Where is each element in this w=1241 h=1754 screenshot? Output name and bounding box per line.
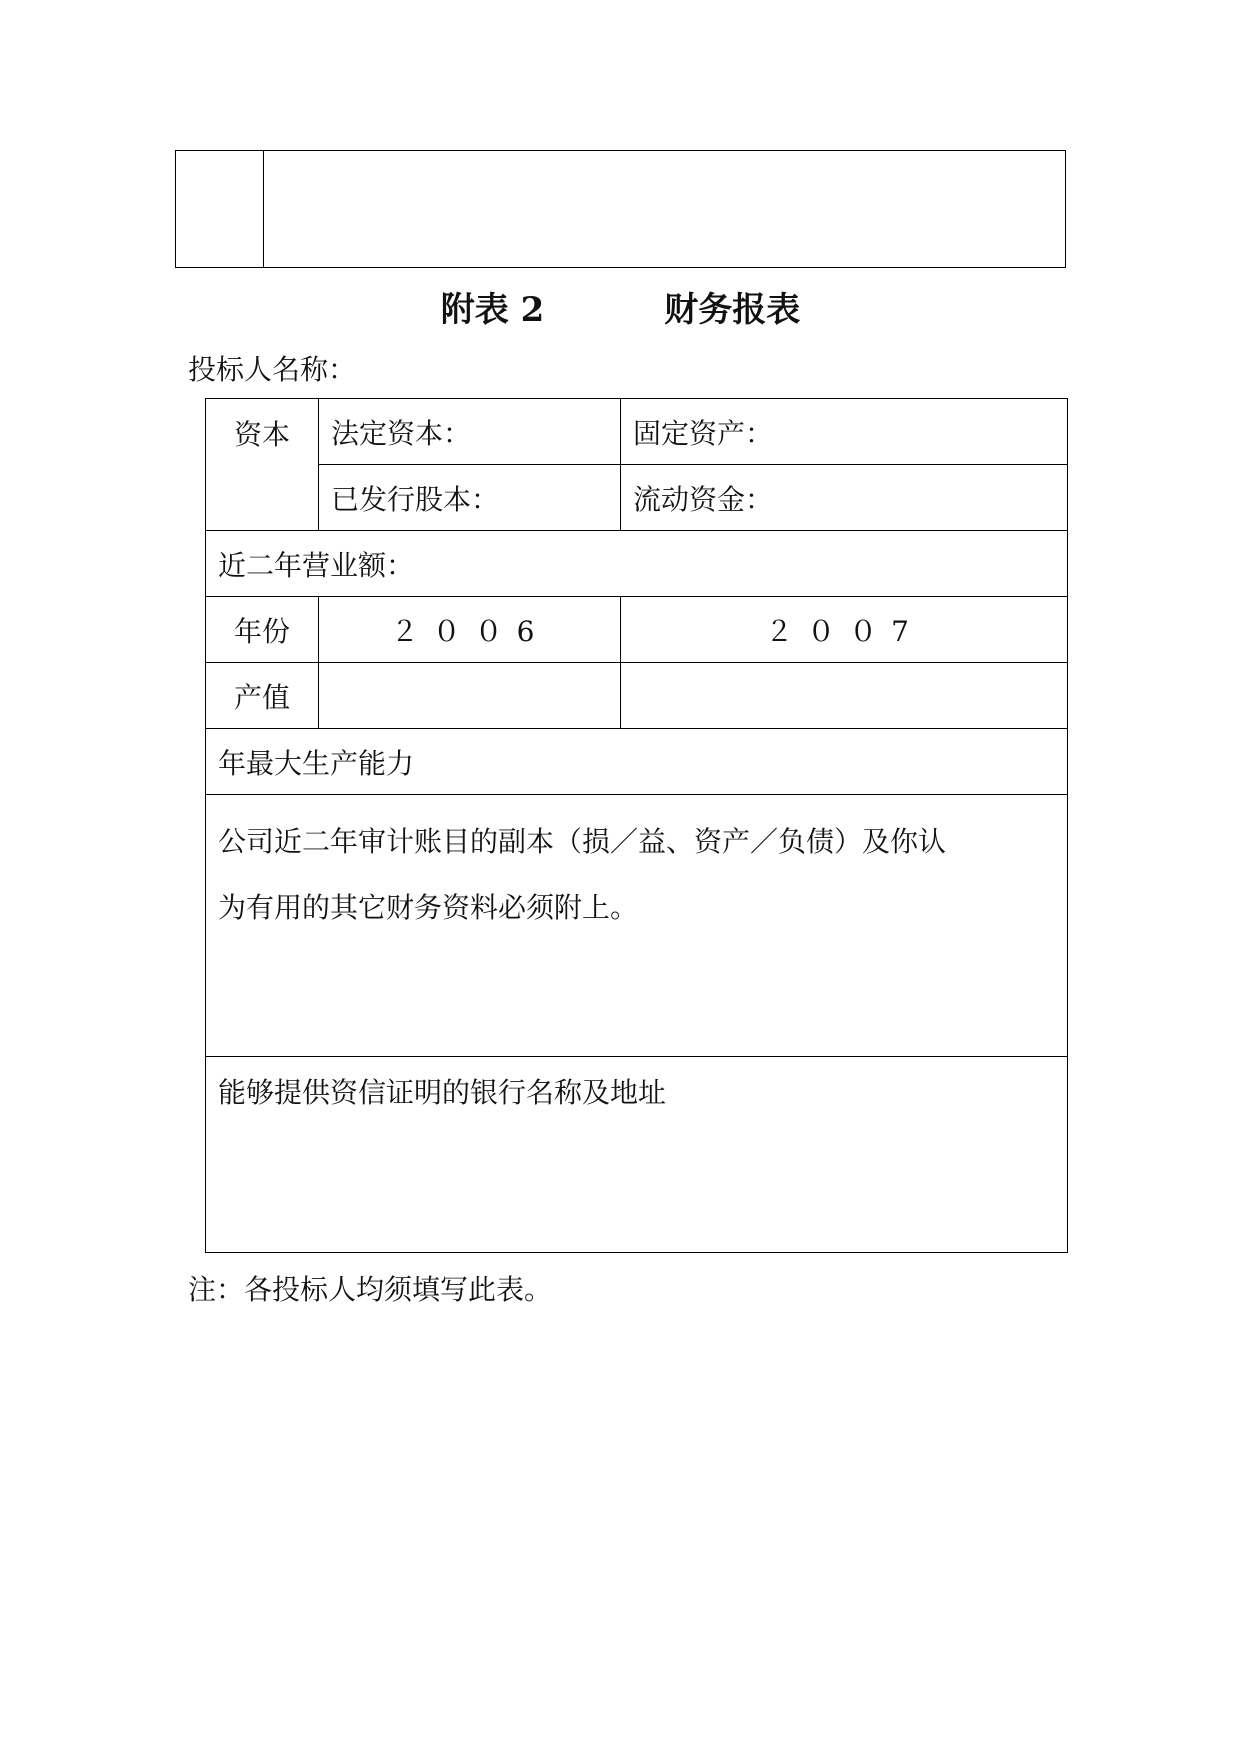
- audit-requirement-cell: [206, 795, 1068, 1057]
- output-label: 产值: [206, 663, 319, 729]
- page-title: [0, 282, 1241, 331]
- turnover-label: 近二年营业额：: [206, 531, 1068, 597]
- capital-label: 资本: [206, 399, 319, 531]
- max-capacity-cell: 年最大生产能力: [206, 729, 1068, 795]
- year-1-cell: ２００6: [319, 597, 621, 663]
- table-row: [206, 795, 1068, 1057]
- previous-table-fragment: [175, 150, 1066, 268]
- table-row: [206, 531, 1068, 597]
- title-main: 财务报表: [664, 290, 801, 330]
- footnote: 注：各投标人均须填写此表。: [188, 1273, 553, 1306]
- table-row: [206, 399, 1068, 465]
- working-capital-cell: 流动资金：: [621, 465, 1068, 531]
- registered-capital-cell: 法定资本：: [319, 399, 621, 465]
- output-2-cell: [621, 663, 1068, 729]
- table-row: [206, 597, 1068, 663]
- table-row: [206, 663, 1068, 729]
- table-row: [206, 465, 1068, 531]
- output-1-cell: [319, 663, 621, 729]
- issued-shares-cell: 已发行股本：: [319, 465, 621, 531]
- table-row: [206, 729, 1068, 795]
- bidder-name-label: 投标人名称：: [188, 353, 357, 386]
- audit-line-2: 为有用的其它财务资料必须附上。: [218, 891, 639, 924]
- fixed-assets-cell: 固定资产：: [621, 399, 1068, 465]
- previous-table-divider: [263, 151, 264, 267]
- audit-line-1: 公司近二年审计账目的副本（损／益、资产／负债）及你认: [218, 825, 947, 858]
- year-label: 年份: [206, 597, 319, 663]
- table-row: [206, 1057, 1068, 1253]
- bank-info-cell: 能够提供资信证明的银行名称及地址: [206, 1057, 1068, 1253]
- year-2-cell: ２００7: [621, 597, 1068, 663]
- title-prefix: 附表 2: [440, 290, 545, 330]
- financial-statement-table: [205, 398, 1068, 1253]
